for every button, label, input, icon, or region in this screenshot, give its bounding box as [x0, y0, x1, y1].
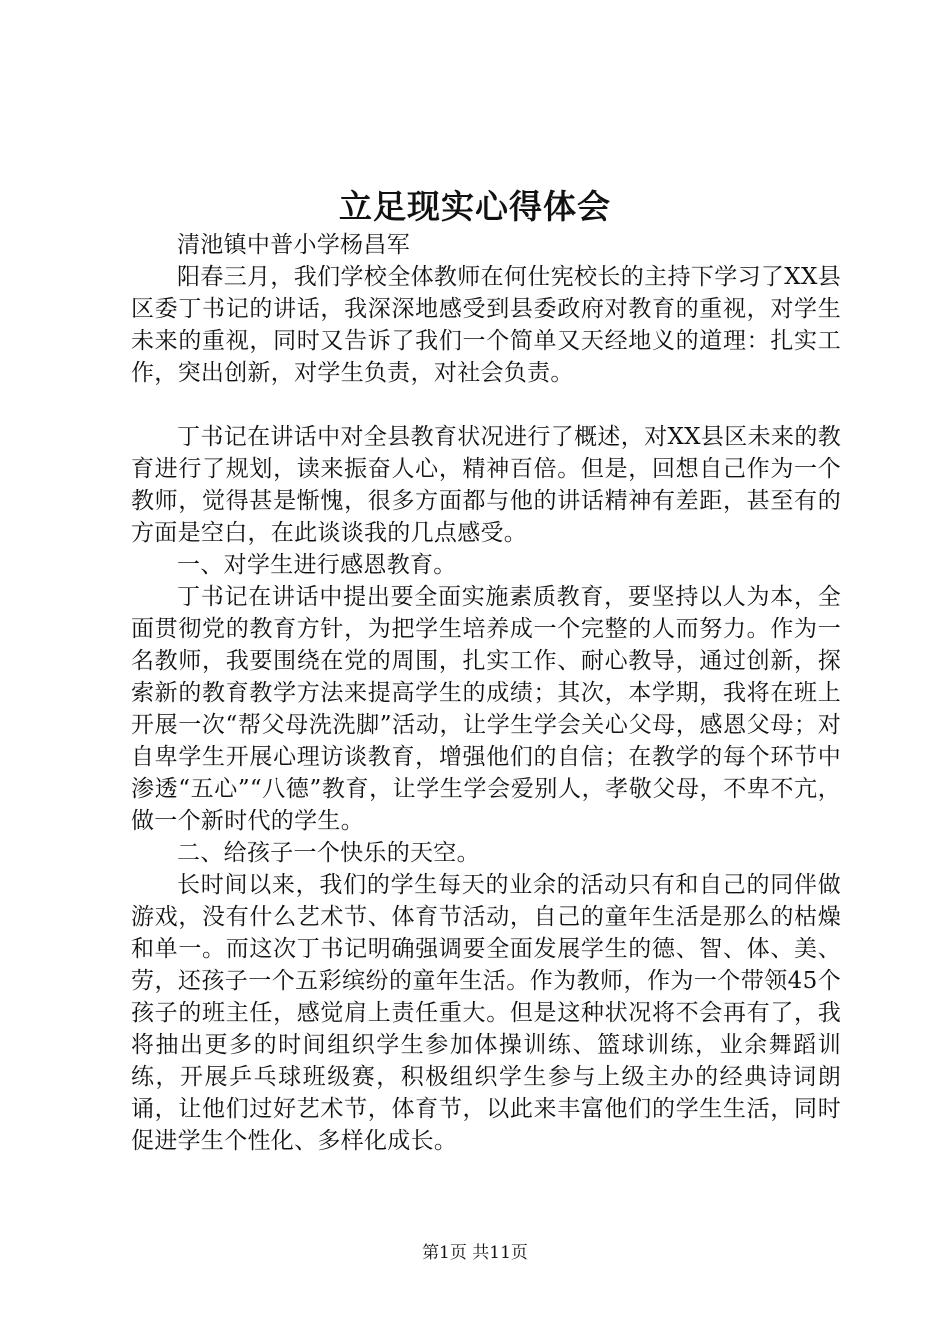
author-line: 清池镇中普小学杨昌军: [177, 232, 410, 258]
section-heading-gratitude: 一、对学生进行感恩教育。: [177, 552, 457, 578]
document-title: 立足现实心得体会: [339, 187, 611, 226]
paragraph-intro: 阳春三月，我们学校全体教师在何仕宪校长的主持下学习了XX县区委丁书记的讲话，我深深地感受到县委政府对教育的重视，对学生未来的重视，同时又告诉了我们一个简单又天经地义的道理：扎实工作，突出创新，对学生负责，对社会负责。: [131, 264, 841, 386]
document-body: [131, 229, 841, 1157]
section-heading-happy-sky: 二、给孩子一个快乐的天空。: [177, 840, 480, 866]
paragraph-overview: 丁书记在讲话中对全县教育状况进行了概述，对XX县区未来的教育进行了规划，读来振奋人心，精神百倍。但是，回想自己作为一个教师，觉得甚是惭愧，很多方面都与他的讲话精神有差距，甚至有的方面是空白，在此谈谈我的几点感受。: [131, 424, 841, 546]
paragraph-happy-sky: 长时间以来，我们的学生每天的业余的活动只有和自己的同伴做游戏，没有什么艺术节、体育节活动，自己的童年生活是那么的枯燥和单一。而这次丁书记明确强调要全面发展学生的德、智、体、美、劳，还孩子一个五彩缤纷的童年生活。作为教师，作为一个带领45个孩子的班主任，感觉肩上责任重大。但是这种状况将不会再有了，我将抽出更多的时间组织学生参加体操训练、篮球训练，业余舞蹈训练，开展乒乓球班级赛，积极组织学生参与上级主办的经典诗词朗诵，让他们过好艺术节，体育节，以此来丰富他们的学生生活，同时促进学生个性化、多样化成长。: [131, 872, 841, 1154]
paragraph-gratitude: 丁书记在讲话中提出要全面实施素质教育，要坚持以人为本，全面贯彻党的教育方针，为把学生培养成一个完整的人而努力。作为一名教师，我要围绕在党的周围，扎实工作、耐心教导，通过创新，探索新的教育教学方法来提高学生的成绩；其次，本学期，我将在班上开展一次“帮父母洗洗脚”活动，让学生学会关心父母，感恩父母；对自卑学生开展心理访谈教育，增强他们的自信；在教学的每个环节中渗透“五心”“八德”教育，让学生学会爱别人，孝敬父母，不卑不亢，做一个新时代的学生。: [131, 584, 841, 834]
page-number: 第1页 共11页: [422, 1243, 528, 1263]
